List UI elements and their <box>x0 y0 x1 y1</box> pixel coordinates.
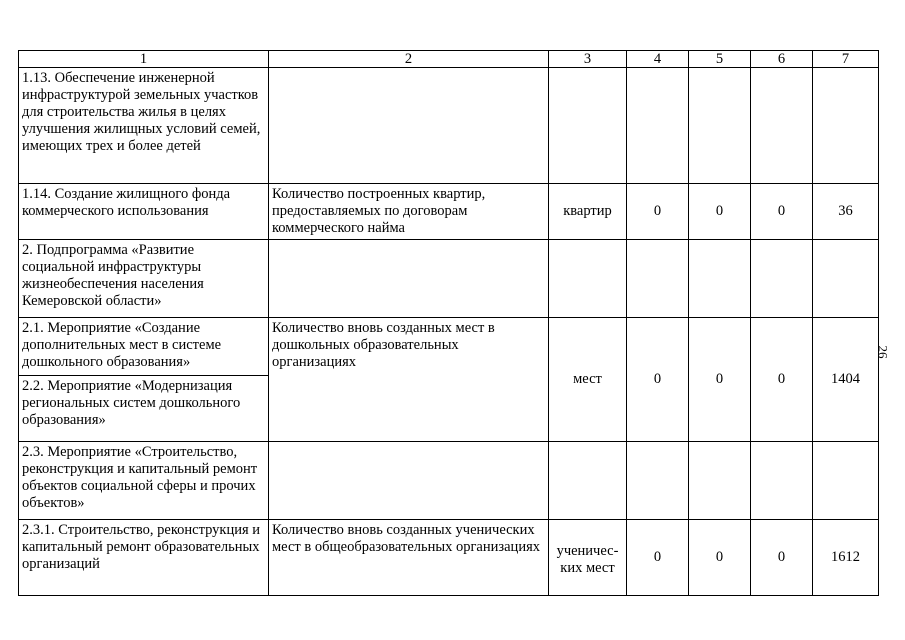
row-value-6: 0 <box>751 520 813 596</box>
col-header-6: 6 <box>751 51 813 68</box>
row-indicator: Количество вновь созданных ученических мест в общеобразовательных организациях <box>269 520 549 596</box>
table-row <box>19 240 879 318</box>
table-row <box>19 318 879 376</box>
header-row <box>19 51 879 68</box>
row-value-6 <box>751 442 813 520</box>
row-value-6: 0 <box>751 318 813 442</box>
row-value-5: 0 <box>689 318 751 442</box>
row-unit: ученичес-ких мест <box>549 520 627 596</box>
row-value-7: 1612 <box>813 520 879 596</box>
row-name: 1.14. Создание жилищного фонда коммерческого использования <box>19 184 269 240</box>
row-name: 1.13. Обеспечение инженерной инфраструктурой земельных участков для строительства жилья в целях улучшения жилищных условий семей, имеющих трех и более детей <box>19 68 269 184</box>
col-header-3: 3 <box>549 51 627 68</box>
row-value-4 <box>627 240 689 318</box>
row-value-6: 0 <box>751 184 813 240</box>
col-header-2: 2 <box>269 51 549 68</box>
col-header-7: 7 <box>813 51 879 68</box>
col-header-5: 5 <box>689 51 751 68</box>
row-indicator <box>269 68 549 184</box>
row-value-7: 36 <box>813 184 879 240</box>
row-value-4 <box>627 68 689 184</box>
col-header-1: 1 <box>19 51 269 68</box>
row-value-7 <box>813 442 879 520</box>
row-value-6 <box>751 240 813 318</box>
row-indicator: Количество построенных квартир, предоставляемых по договорам коммерческого найма <box>269 184 549 240</box>
row-indicator: Количество вновь созданных мест в дошкольных образовательных организациях <box>269 318 549 442</box>
row-value-7: 1404 <box>813 318 879 442</box>
row-unit <box>549 68 627 184</box>
table-row <box>19 442 879 520</box>
row-name: 2.1. Мероприятие «Создание дополнительных мест в системе дошкольного образования» <box>19 318 269 376</box>
row-value-7 <box>813 240 879 318</box>
row-unit: мест <box>549 318 627 442</box>
table-row <box>19 184 879 240</box>
row-name: 2.3.1. Строительство, реконструкция и капитальный ремонт образовательных организаций <box>19 520 269 596</box>
row-indicator <box>269 240 549 318</box>
row-unit: квартир <box>549 184 627 240</box>
indicators-table <box>18 50 879 596</box>
row-value-4: 0 <box>627 184 689 240</box>
row-unit <box>549 240 627 318</box>
row-value-4: 0 <box>627 520 689 596</box>
col-header-4: 4 <box>627 51 689 68</box>
row-value-5: 0 <box>689 520 751 596</box>
table-row <box>19 68 879 184</box>
row-value-5 <box>689 240 751 318</box>
row-value-4 <box>627 442 689 520</box>
row-unit <box>549 442 627 520</box>
row-value-7 <box>813 68 879 184</box>
page-number: 26 <box>875 345 891 359</box>
row-value-6 <box>751 68 813 184</box>
row-indicator <box>269 442 549 520</box>
row-value-5: 0 <box>689 184 751 240</box>
row-name: 2. Подпрограмма «Развитие социальной инфраструктуры жизнеобеспечения населения Кемеровской области» <box>19 240 269 318</box>
row-name: 2.3. Мероприятие «Строительство, реконструкция и капитальный ремонт объектов социальной сферы и прочих объектов» <box>19 442 269 520</box>
row-value-5 <box>689 442 751 520</box>
table-row <box>19 520 879 596</box>
row-name: 2.2. Мероприятие «Модернизация региональных систем дошкольного образования» <box>19 376 269 442</box>
row-value-4: 0 <box>627 318 689 442</box>
row-value-5 <box>689 68 751 184</box>
